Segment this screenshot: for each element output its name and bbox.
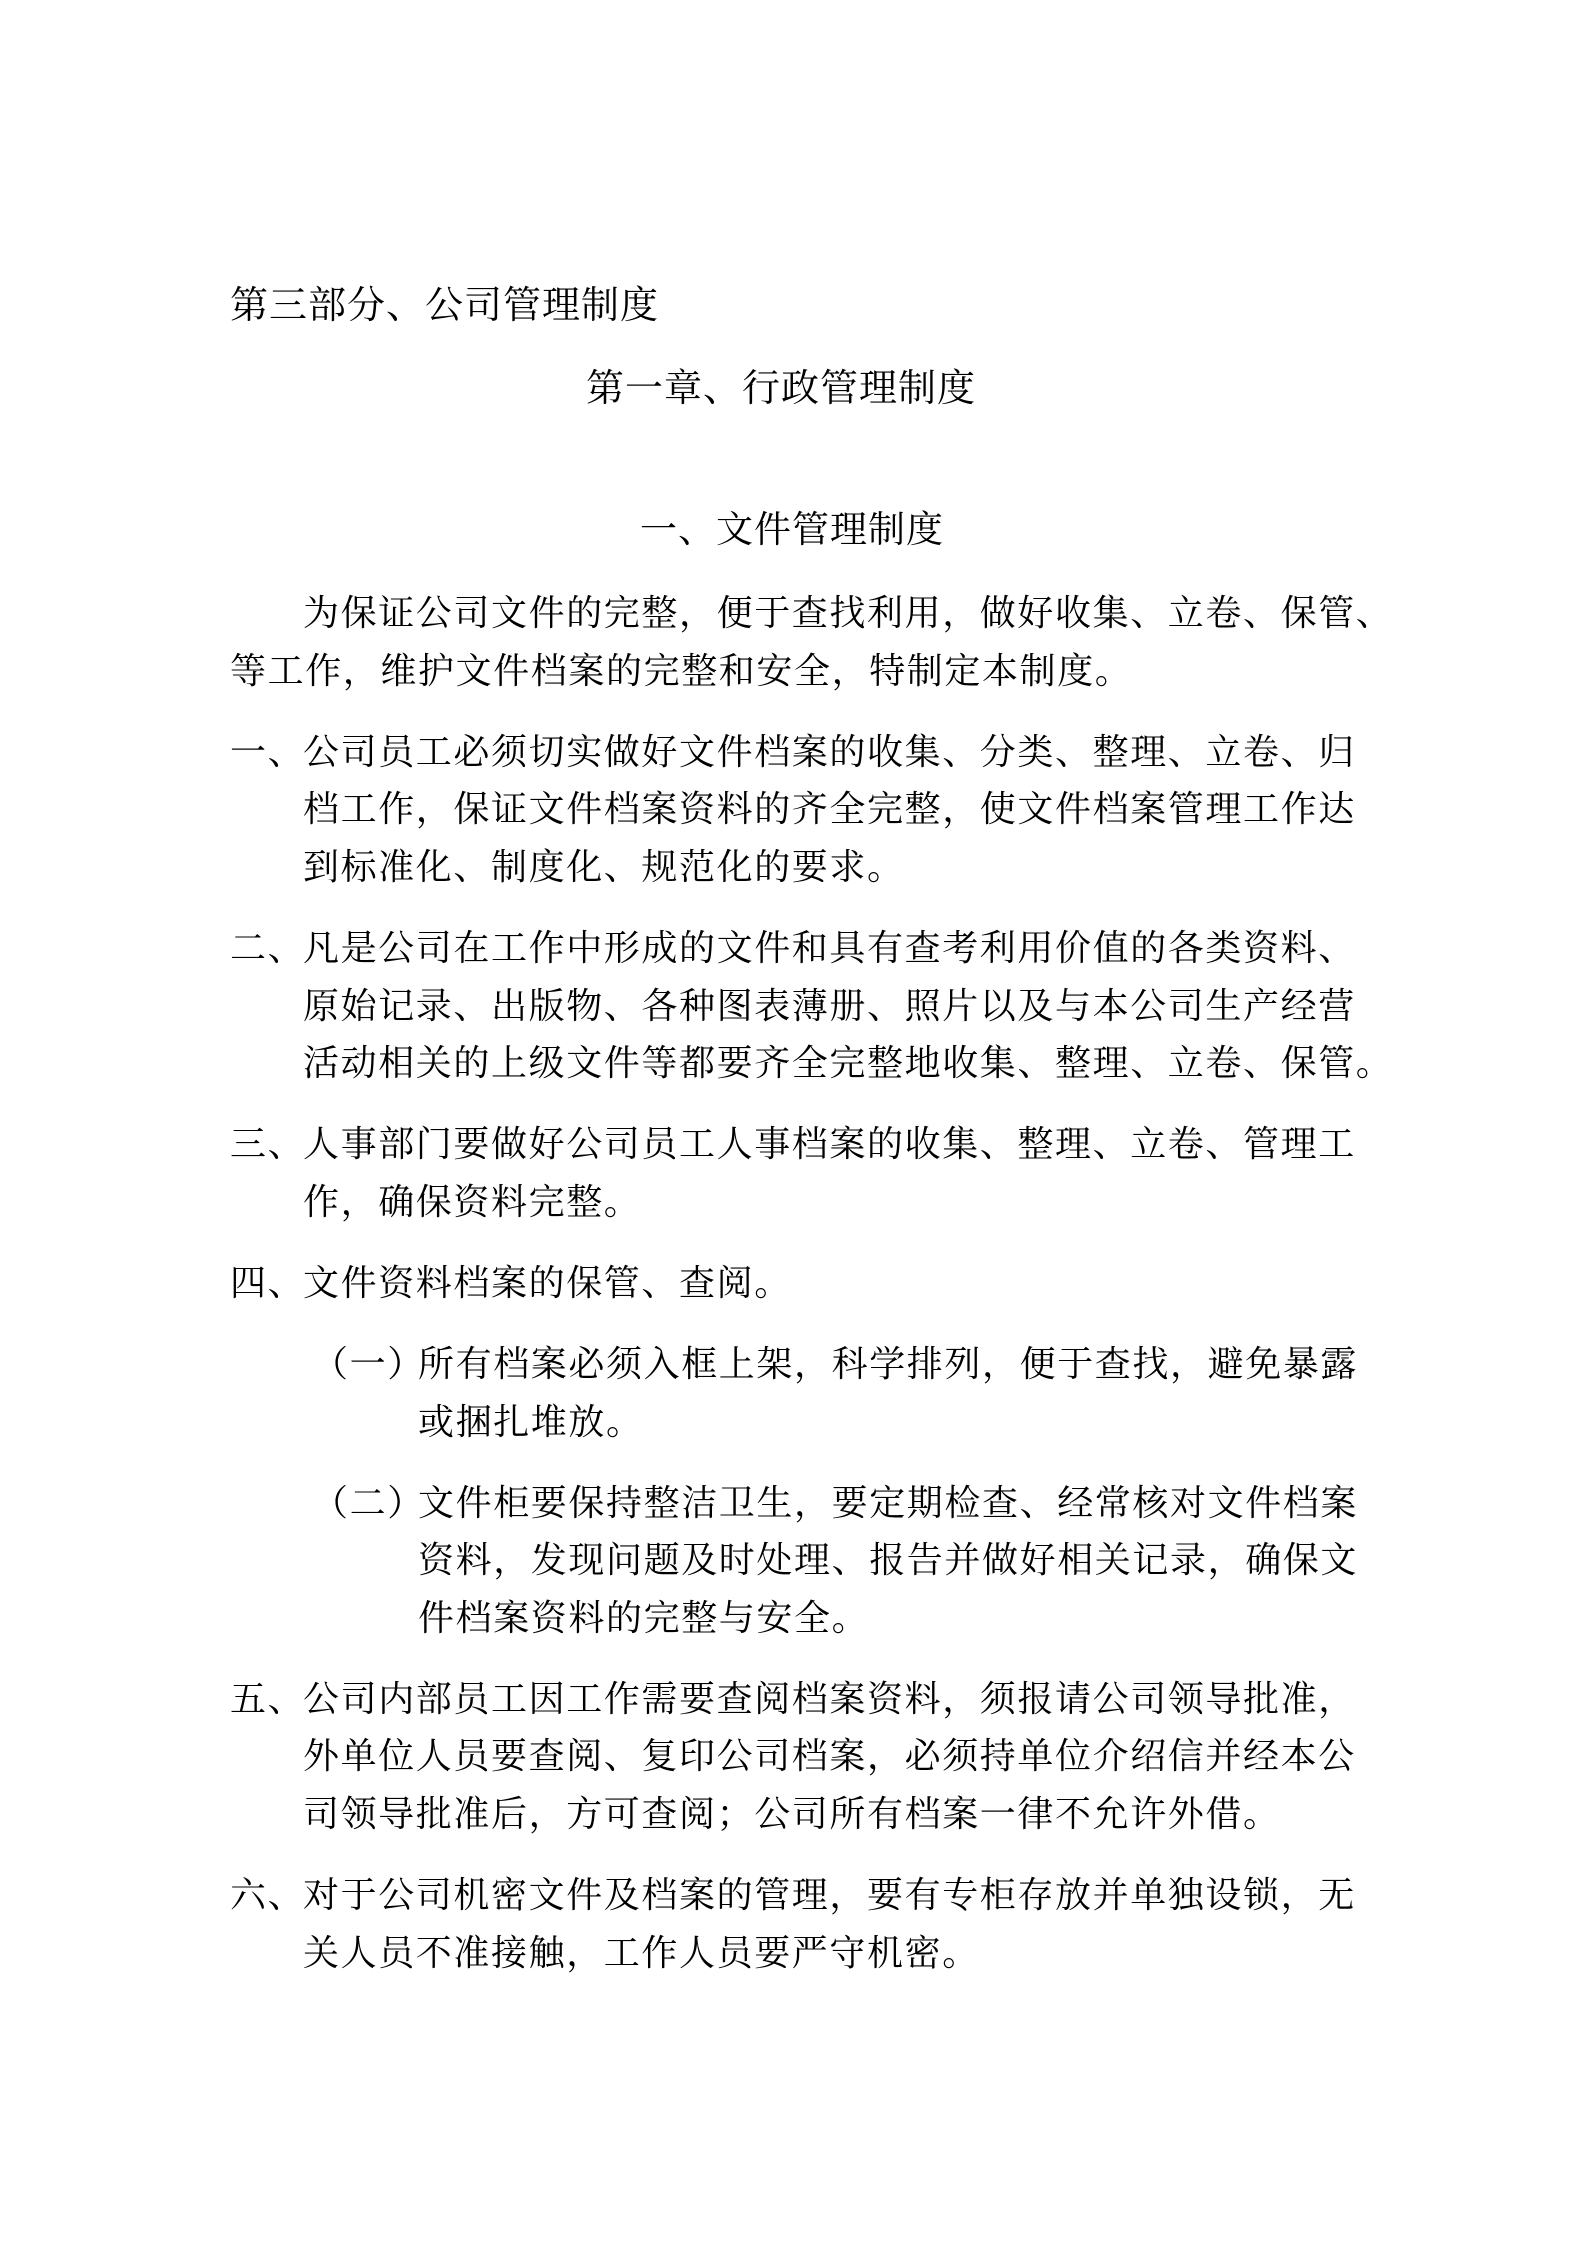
item-3-line-1: 人事部门要做好公司员工人事档案的收集、整理、立卷、管理工 <box>303 1124 1356 1165</box>
subitem-2-line-3: 件档案资料的完整与安全。 <box>418 1598 870 1639</box>
subitem-2-line-2: 资料，发现问题及时处理、报告并做好相关记录，确保文 <box>418 1540 1359 1581</box>
intro-line-2: 等工作，维护文件档案的完整和安全，特制定本制度。 <box>230 651 1133 692</box>
item-5-line-2: 外单位人员要查阅、复印公司档案，必须持单位介绍信并经本公 <box>303 1736 1356 1777</box>
item-1-line-1: 公司员工必须切实做好文件档案的收集、分类、整理、立卷、归 <box>303 732 1356 773</box>
intro-line-1: 为保证公司文件的完整，便于查找利用，做好收集、立卷、保管、 <box>303 593 1394 634</box>
item-4-marker: 四、 <box>230 1263 306 1304</box>
subitem-2-marker: （二） <box>312 1483 425 1524</box>
item-5-line-3: 司领导批准后，方可查阅；公司所有档案一律不允许外借。 <box>303 1794 1281 1835</box>
item-2-marker: 二、 <box>230 928 306 969</box>
item-4-line-1: 文件资料档案的保管、查阅。 <box>303 1263 792 1304</box>
item-3-marker: 三、 <box>230 1124 306 1165</box>
item-2-line-1: 凡是公司在工作中形成的文件和具有查考利用价值的各类资料、 <box>303 928 1356 969</box>
section-title: 一、文件管理制度 <box>640 508 944 551</box>
item-1-line-2: 档工作，保证文件档案资料的齐全完整，使文件档案管理工作达 <box>303 789 1356 830</box>
subitem-2-line-1: 文件柜要保持整洁卫生，要定期检查、经常核对文件档案 <box>418 1483 1359 1524</box>
item-1-marker: 一、 <box>230 732 306 773</box>
item-5-marker: 五、 <box>230 1679 306 1720</box>
subitem-1-line-2: 或捆扎堆放。 <box>418 1402 644 1443</box>
item-3-line-2: 作，确保资料完整。 <box>303 1182 642 1223</box>
item-5-line-1: 公司内部员工因工作需要查阅档案资料，须报请公司领导批准， <box>303 1679 1356 1720</box>
item-2-line-2: 原始记录、出版物、各种图表薄册、照片以及与本公司生产经营 <box>303 986 1356 1027</box>
item-6-line-2: 关人员不准接触，工作人员要严守机密。 <box>303 1933 980 1974</box>
item-1-line-3: 到标准化、制度化、规范化的要求。 <box>303 847 905 888</box>
subitem-1-marker: （一） <box>312 1344 425 1385</box>
item-2-line-3: 活动相关的上级文件等都要齐全完整地收集、整理、立卷、保管。 <box>303 1043 1394 1084</box>
item-6-marker: 六、 <box>230 1875 306 1916</box>
subitem-1-line-1: 所有档案必须入框上架，科学排列，便于查找，避免暴露 <box>418 1344 1359 1385</box>
chapter-title: 第一章、行政管理制度 <box>586 366 977 410</box>
item-6-line-1: 对于公司机密文件及档案的管理，要有专柜存放并单独设锁，无 <box>303 1875 1356 1916</box>
part-title: 第三部分、公司管理制度 <box>230 283 660 327</box>
